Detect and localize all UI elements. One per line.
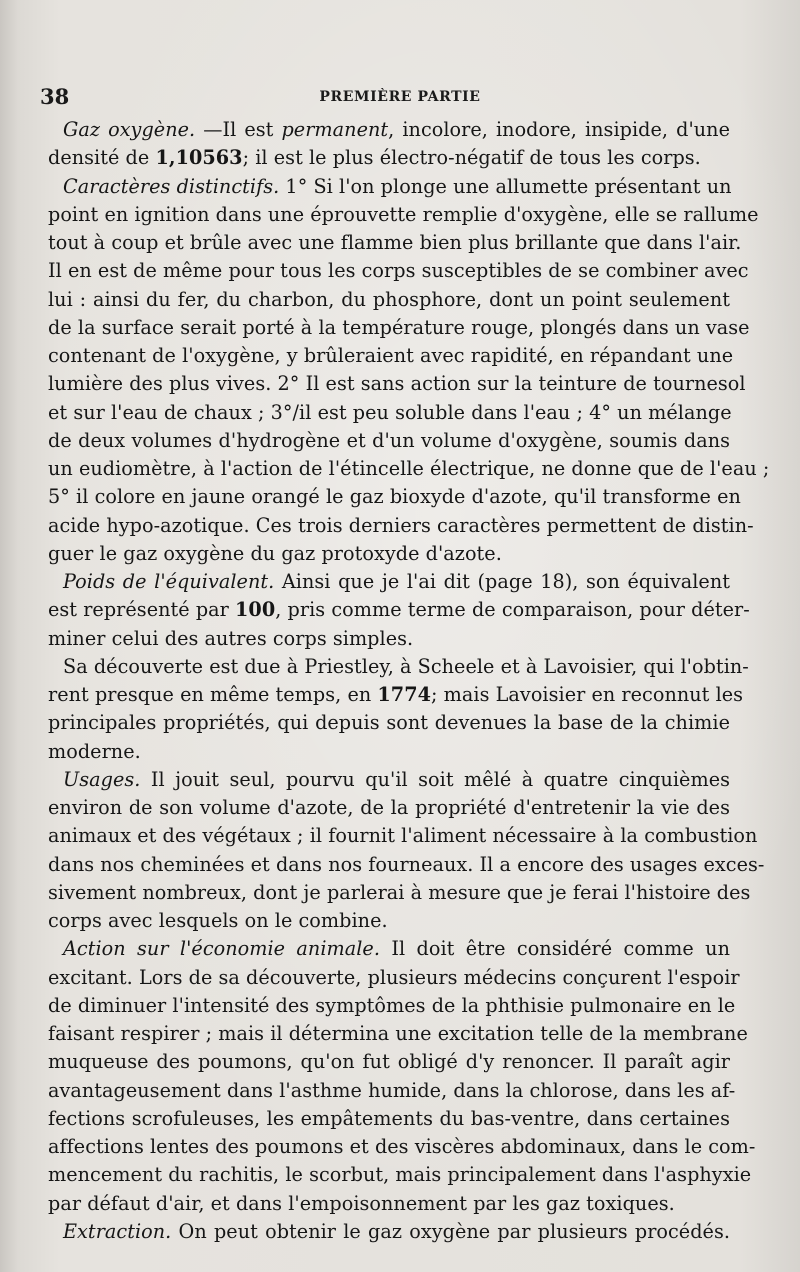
- text-segment: contenant de l'oxygène, y brûleraient avec rapidité, en répandant une: [48, 344, 734, 367]
- text-line: [48, 229, 742, 257]
- text-line: [48, 399, 730, 427]
- text-segment: excitant. Lors de sa découverte, plusieurs médecins conçurent l'espoir: [48, 965, 740, 989]
- text-segment: Ainsi que je l'ai dit (page 18), son équivalent: [274, 570, 730, 593]
- text-segment: 100: [235, 598, 276, 622]
- text-segment: —Il est: [195, 118, 282, 141]
- text-segment: ; mais Lavoisier en reconnut les: [431, 683, 744, 706]
- text-segment: lumière des plus vives. 2° Il est sans action sur la teinture de tournesol: [48, 372, 746, 396]
- text-line: [48, 766, 730, 794]
- text-line: [48, 794, 730, 822]
- text-line: [48, 483, 741, 511]
- text-segment: Gaz oxygène.: [63, 118, 196, 141]
- text-segment: Sa découverte est due à Priestley, à Scheele et à Lavoisier, qui l'obtin-: [63, 654, 749, 678]
- text-line: [48, 709, 730, 737]
- text-segment: sivement nombreux, dont je parlerai à mesure que je ferai l'histoire des: [48, 880, 751, 904]
- text-segment: densité de: [48, 146, 156, 170]
- text-line: [48, 1077, 736, 1105]
- text-segment: faisant respirer ; mais il détermina une excitation telle de la membrane: [48, 1022, 748, 1045]
- text-segment: Caractères distinctifs.: [63, 174, 280, 198]
- text-line: [48, 879, 751, 907]
- text-line: [48, 1190, 730, 1218]
- text-segment: Extraction.: [63, 1219, 172, 1243]
- text-segment: On peut obtenir le gaz oxygène par plusieurs procédés.: [171, 1219, 730, 1243]
- text-segment: , pris comme terme de comparaison, pour déter-: [275, 598, 750, 622]
- running-title: PREMIÈRE PARTIE: [319, 89, 481, 105]
- body-text: [48, 116, 770, 1246]
- text-segment: mencement du rachitis, le scorbut, mais principalement dans l'asphyxie: [48, 1163, 752, 1187]
- text-segment: fections scrofuleuses, les empâtements du bas-ventre, dans certaines: [48, 1106, 730, 1130]
- text-line: [48, 540, 730, 568]
- text-line: [48, 907, 730, 935]
- text-line: [48, 370, 746, 398]
- text-line: [48, 596, 750, 624]
- text-line: [48, 992, 736, 1020]
- text-line: [48, 935, 730, 963]
- text-segment: acide hypo-azotique. Ces trois derniers caractères permettent de distin-: [48, 513, 754, 537]
- text-line: [48, 738, 730, 766]
- text-line: [48, 1161, 752, 1189]
- text-line: [48, 427, 730, 455]
- text-line: [48, 568, 730, 596]
- text-line: [48, 144, 730, 172]
- text-segment: Il doit être considéré comme un: [379, 937, 730, 961]
- text-line: [48, 681, 744, 709]
- text-segment: de diminuer l'intensité des symptômes de la phthisie pulmonaire en le: [48, 993, 736, 1017]
- text-segment: et sur l'eau de chaux ; 3°/il est peu soluble dans l'eau ; 4° un mélange: [48, 400, 732, 424]
- text-segment: , incolore, inodore, insipide, d'une: [388, 118, 730, 141]
- text-line: [48, 314, 750, 342]
- text-segment: de deux volumes d'hydrogène et d'un volume d'oxygène, soumis dans: [48, 428, 730, 452]
- text-line: [48, 1048, 730, 1076]
- text-segment: lui : ainsi du fer, du charbon, du phosphore, dont un point seulement: [48, 287, 730, 311]
- text-segment: moderne.: [48, 739, 141, 763]
- text-segment: miner celui des autres corps simples.: [48, 626, 414, 650]
- text-segment: muqueuse des poumons, qu'on fut obligé d'y renoncer. Il paraît agir: [48, 1050, 730, 1074]
- text-segment: 1774: [377, 683, 432, 706]
- text-segment: principales propriétés, qui depuis sont devenues la base de la chimie: [48, 711, 730, 735]
- text-line: [48, 964, 740, 992]
- text-segment: par défaut d'air, et dans l'empoisonnement par les gaz toxiques.: [48, 1191, 675, 1215]
- text-segment: guer le gaz oxygène du gaz protoxyde d'azote.: [48, 541, 502, 565]
- text-segment: rent presque en même temps, en: [48, 683, 378, 706]
- text-segment: ; il est le plus électro-négatif de tous les corps.: [242, 146, 701, 170]
- text-segment: environ de son volume d'azote, de la propriété d'entretenir la vie des: [48, 796, 730, 819]
- text-segment: avantageusement dans l'asthme humide, dans la chlorose, dans les af-: [48, 1078, 736, 1102]
- text-line: [48, 822, 758, 850]
- text-line: [48, 625, 730, 653]
- text-segment: permanent: [281, 118, 389, 141]
- text-segment: 5° il colore en jaune orangé le gaz bioxyde d'azote, qu'il transforme en: [48, 485, 741, 509]
- text-segment: 1,10563: [155, 146, 243, 170]
- text-line: [48, 455, 770, 483]
- text-line: [48, 1218, 730, 1246]
- text-segment: de la surface serait porté à la température rouge, plongés dans un vase: [48, 315, 750, 339]
- text-segment: Il jouit seul, pourvu qu'il soit mêlé à quatre cinquièmes: [140, 767, 730, 791]
- text-line: [48, 653, 749, 681]
- text-line: [48, 116, 730, 144]
- text-segment: un eudiomètre, à l'action de l'étincelle électrique, ne donne que de l'eau ;: [48, 457, 770, 480]
- page-number: 38: [40, 84, 70, 109]
- text-line: [48, 342, 734, 370]
- text-segment: corps avec lesquels on le combine.: [48, 909, 388, 932]
- text-segment: Usages.: [63, 767, 141, 791]
- text-line: [48, 851, 765, 879]
- text-segment: 1° Si l'on plonge une allumette présentant un: [279, 174, 732, 198]
- text-segment: animaux et des végétaux ; il fournit l'aliment nécessaire à la combustion: [48, 824, 758, 848]
- text-segment: dans nos cheminées et dans nos fourneaux. Il a encore des usages exces-: [48, 852, 765, 876]
- text-line: [48, 1133, 756, 1161]
- text-line: [48, 1020, 748, 1048]
- text-segment: Action sur l'économie animale.: [63, 937, 380, 961]
- text-segment: Il en est de même pour tous les corps susceptibles de se combiner avec: [48, 259, 749, 283]
- text-line: [48, 286, 730, 314]
- text-line: [48, 1105, 730, 1133]
- text-segment: est représenté par: [48, 598, 236, 622]
- text-line: [48, 257, 749, 285]
- text-line: [48, 512, 754, 540]
- text-segment: affections lentes des poumons et des viscères abdominaux, dans le com-: [48, 1135, 756, 1158]
- text-line: [48, 201, 759, 229]
- text-segment: tout à coup et brûle avec une flamme bien plus brillante que dans l'air.: [48, 231, 742, 254]
- text-segment: point en ignition dans une éprouvette remplie d'oxygène, elle se rallume: [48, 202, 759, 226]
- text-segment: Poids de l'équivalent.: [63, 570, 275, 593]
- text-line: [48, 173, 730, 201]
